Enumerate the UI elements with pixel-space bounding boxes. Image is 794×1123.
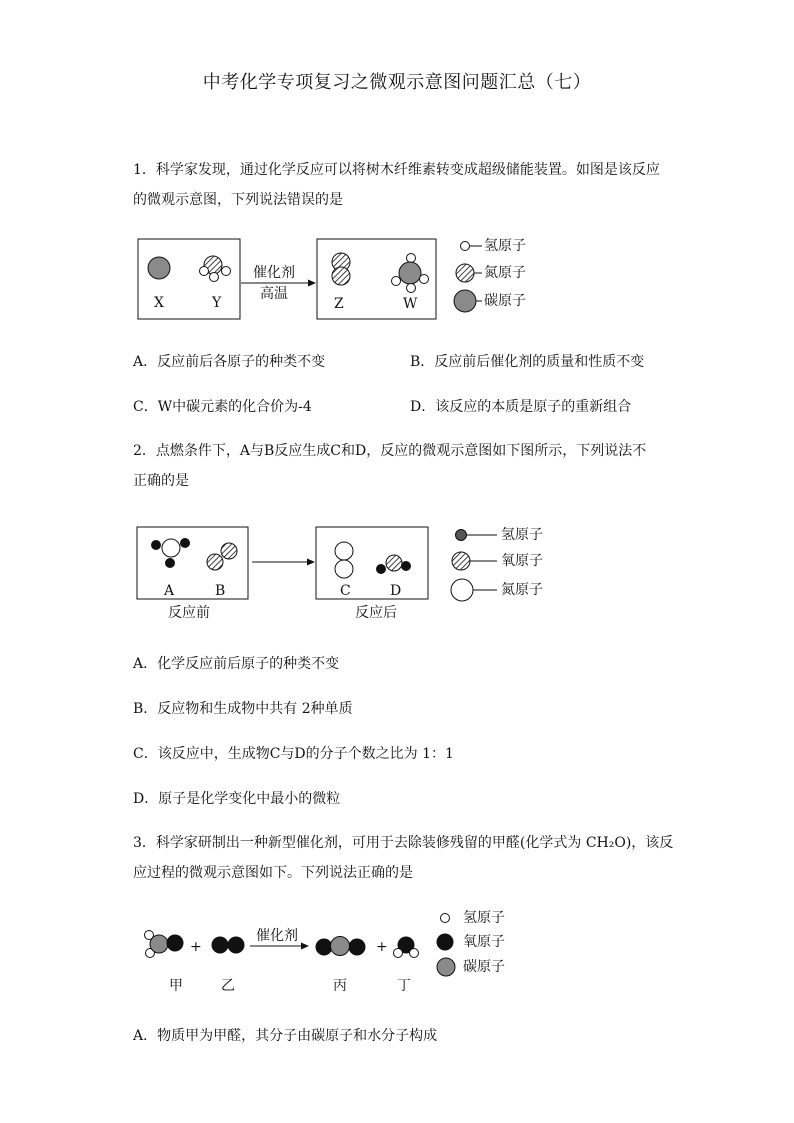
q1-w-hydrogen-atom <box>407 284 416 293</box>
q3-plus-2: + <box>376 939 388 955</box>
q2-legend-oxygen-icon <box>452 552 470 570</box>
q3-legend-oxygen: 氧原子 <box>463 934 505 950</box>
q3-jia-oxygen-atom <box>167 935 184 952</box>
q1-label-x: X <box>154 295 164 311</box>
q3-label-bing: 丙 <box>333 978 347 994</box>
q3-label-ding: 丁 <box>397 978 411 994</box>
q3-yi-oxygen-atom <box>228 937 245 954</box>
q1-legend-hydrogen: 氢原子 <box>484 238 526 254</box>
q2-legend-nitrogen-icon <box>451 579 473 601</box>
q1-x-carbon-atom <box>148 257 170 279</box>
q1-option-a[interactable]: A．反应前后各原子的种类不变 <box>133 354 326 370</box>
q3-stem-line1: 3．科学家研制出一种新型催化剂，可用于去除装修残留的甲醛(化学式为 CH₂O)，该反 <box>133 835 674 851</box>
q2-stem-line2: 正确的是 <box>133 473 189 489</box>
q2-legend-nitrogen: 氮原子 <box>501 582 543 598</box>
q3-legend-oxygen-icon <box>437 934 454 951</box>
q2-legend-hydrogen: 氢原子 <box>501 527 543 543</box>
q2-a-hydrogen-atom <box>180 538 190 548</box>
q1-y-hydrogen-atom <box>222 267 231 276</box>
q2-b-oxygen-atom <box>221 543 237 559</box>
q1-y-hydrogen-atom <box>210 273 219 282</box>
q2-before-box <box>137 527 248 599</box>
q2-label-c: C <box>340 583 351 599</box>
q2-before-label: 反应前 <box>168 605 210 621</box>
q2-legend-oxygen: 氧原子 <box>501 553 543 569</box>
q2-d-hydrogen-atom <box>401 561 411 571</box>
q2-option-d[interactable]: D．原子是化学变化中最小的微粒 <box>133 791 341 807</box>
q2-a-nitrogen-atom <box>162 539 180 557</box>
q2-d-oxygen-atom <box>386 555 402 571</box>
q2-option-a[interactable]: A．化学反应前后原子的种类不变 <box>133 656 340 672</box>
q3-bing-carbon-atom <box>331 937 350 956</box>
q2-option-b[interactable]: B．反应物和生成物中共有 2种单质 <box>133 701 353 717</box>
q1-legend-hydrogen-icon <box>461 242 470 251</box>
q1-w-hydrogen-atom <box>407 254 416 263</box>
q2-b-oxygen-atom <box>207 554 223 570</box>
q1-stem-line1: 1．科学家发现，通过化学反应可以将树木纤维素转变成超级储能装置。如图是该反应 <box>133 162 660 178</box>
q2-arrow-head <box>307 559 315 566</box>
q1-y-nitrogen-atom <box>204 256 222 274</box>
q2-label-d: D <box>390 583 402 599</box>
q2-c-nitrogen-atom <box>335 542 353 560</box>
q2-a-hydrogen-atom <box>165 558 175 568</box>
q1-legend-carbon: 碳原子 <box>484 293 526 309</box>
page-title: 中考化学专项复习之微观示意图问题汇总（七） <box>202 72 592 93</box>
q2-label-b: B <box>215 583 226 599</box>
q3-yi-oxygen-atom <box>212 937 229 954</box>
q1-z-nitrogen-atom <box>332 267 350 285</box>
q2-a-hydrogen-atom <box>151 540 161 550</box>
q2-stem-line1: 2．点燃条件下，A与B反应生成C和D，反应的微观示意图如下图所示，下列说法不 <box>133 443 647 459</box>
q2-label-a: A <box>164 583 175 599</box>
q3-plus-1: + <box>190 939 202 955</box>
q3-legend-hydrogen-icon <box>441 914 450 923</box>
q3-stem-line2: 应过程的微观示意图如下。下列说法正确的是 <box>133 865 413 881</box>
q2-option-c[interactable]: C．该反应中，生成物C与D的分子个数之比为 1：1 <box>133 746 454 762</box>
q1-arrow-condition-bottom: 高温 <box>260 286 288 302</box>
q2-after-label: 反应后 <box>355 605 397 621</box>
q1-arrow-head <box>308 280 316 287</box>
q1-w-carbon-atom <box>399 262 421 284</box>
q3-jia-carbon-atom <box>150 935 168 953</box>
q3-ding-oxygen-atom <box>398 937 415 954</box>
q1-label-y: Y <box>212 295 222 311</box>
q1-option-b[interactable]: B．反应前后催化剂的质量和性质不变 <box>410 354 645 370</box>
q1-option-c[interactable]: C．W中碳元素的化合价为-4 <box>133 399 312 415</box>
q1-stem-line2: 的微观示意图，下列说法错误的是 <box>133 192 343 208</box>
q3-ding-hydrogen-atom <box>394 949 403 958</box>
q1-label-w: W <box>403 296 418 312</box>
q1-z-nitrogen-atom <box>332 253 350 271</box>
q1-option-d[interactable]: D．该反应的本质是原子的重新组合 <box>410 399 632 415</box>
q2-d-hydrogen-atom <box>376 564 386 574</box>
q3-jia-hydrogen-atom <box>146 949 155 958</box>
q1-arrow-condition-top: 催化剂 <box>253 265 295 281</box>
q3-legend-carbon: 碳原子 <box>463 959 505 975</box>
q1-legend-nitrogen-icon <box>456 264 474 282</box>
q3-jia-hydrogen-atom <box>145 931 154 940</box>
q2-after-box <box>316 527 428 599</box>
q3-ding-hydrogen-atom <box>410 949 419 958</box>
q1-legend-carbon-icon <box>454 290 476 312</box>
q3-arrow-head <box>301 943 309 950</box>
q1-label-z: Z <box>334 296 344 312</box>
q3-legend-hydrogen: 氢原子 <box>463 910 505 926</box>
q2-c-nitrogen-atom <box>335 560 353 578</box>
q3-arrow-condition: 催化剂 <box>256 928 298 944</box>
q1-legend-nitrogen: 氮原子 <box>484 265 526 281</box>
q3-label-jia: 甲 <box>169 978 183 994</box>
q3-bing-oxygen-atom <box>316 939 333 956</box>
q2-legend-hydrogen-icon <box>456 530 467 541</box>
q1-y-hydrogen-atom <box>200 267 209 276</box>
q3-legend-carbon-icon <box>437 958 455 976</box>
q1-w-hydrogen-atom <box>392 277 401 286</box>
q3-label-yi: 乙 <box>221 978 235 994</box>
q1-w-hydrogen-atom <box>420 275 429 284</box>
q3-bing-oxygen-atom <box>349 939 366 956</box>
q3-option-a[interactable]: A．物质甲为甲醛，其分子由碳原子和水分子构成 <box>133 1028 438 1044</box>
